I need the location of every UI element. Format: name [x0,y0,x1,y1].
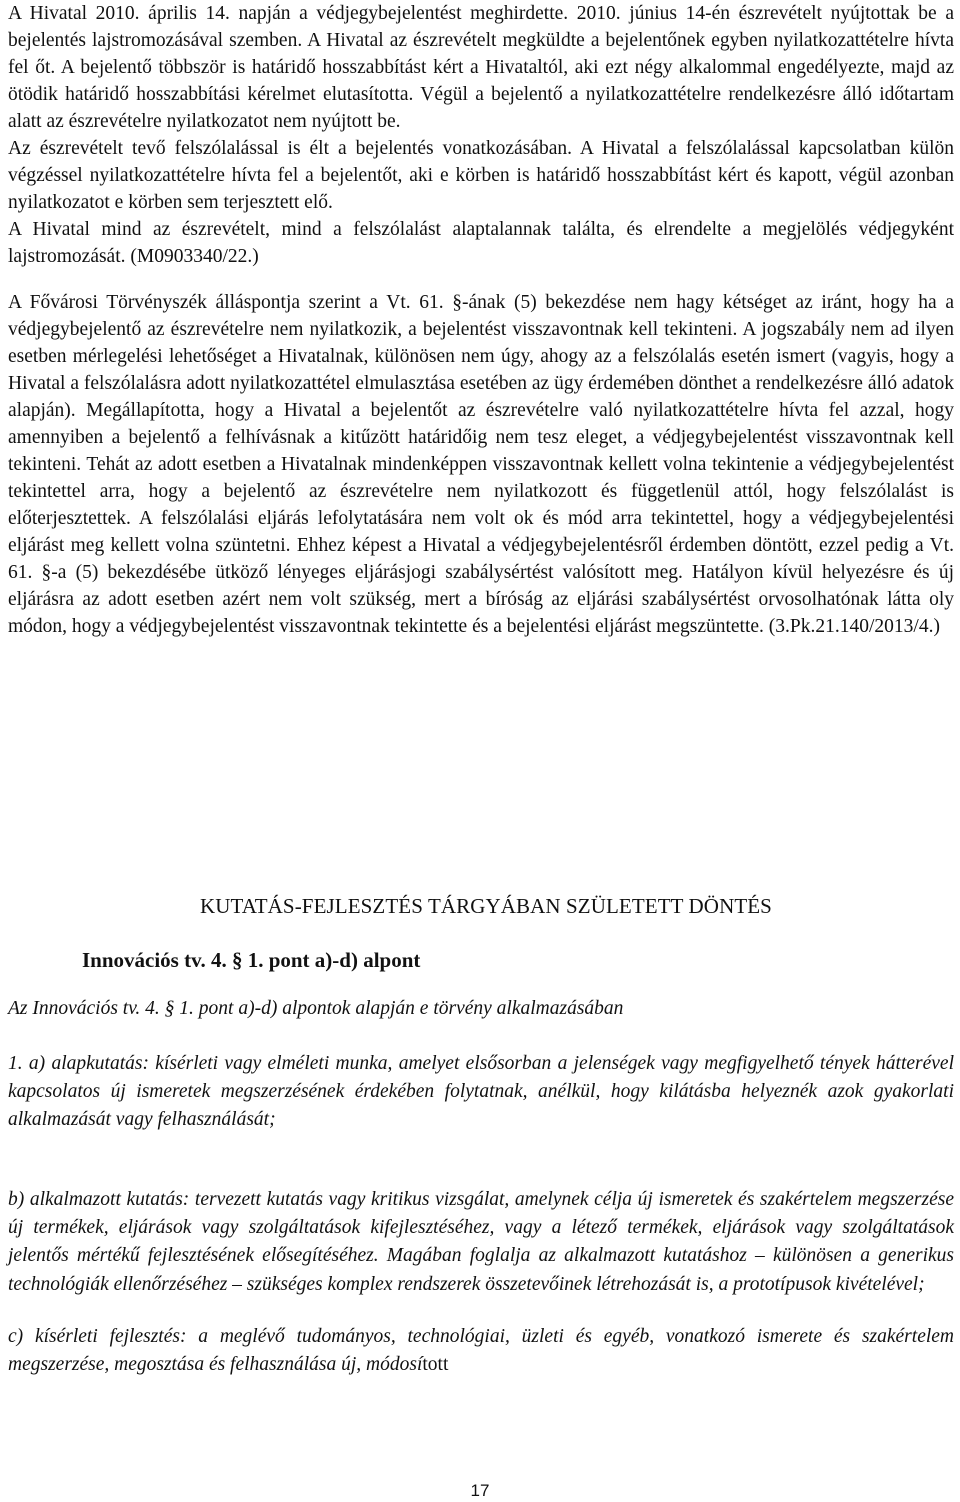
definition-b-text: b) alkalmazott kutatás: tervezett kutatás vagy kritikus vizsgálat, amelynek célja új ismeretek és szakértelem megszerzése új termékek, eljárások vagy szolgáltatások kifejlesztéséhez, vagy a létező termékek, eljárások vagy szolgáltatások jelentős mértékű fejlesztésének elősegítéséhez. Magában foglalja az alkalmazott kutatáshoz – különösen a generikus technológiák ellenőrzéséhez – szükséges komplex rendszerek összetevőinek létrehozását is, a prototípusok kivételével; [8,1189,954,1295]
paragraph-office-decision: A Hivatal mind az észrevételt, mind a felszólalást alaptalannak találta, és elrendelte a megjelölés védjegyként lajstromozását. (M0903340/22.) [8,219,954,267]
paragraph-court-position: A Fővárosi Törvényszék álláspontja szerint a Vt. 61. §-ának (5) bekezdése nem hagy kétséget az iránt, hogy ha a védjegybejelentő az észrevételre nem nyilatkozik, a bejelentést visszavontnak kell tekinteni. A jogszabály nem ad ilyen esetben mérlegelési lehetőséget a Hivatalnak, különösen nem úgy, ahogy az a felszólalás esetén ismert (vagyis, hogy a Hivatal a felszólalásra adott nyilatkozattétel elmulasztása esetében az ügy érdemében dönthet a rendelkezésre álló adatok alapján). Megállapította, hogy a Hivatal a bejelentőt az észrevételre való nyilatkozattételre hívta fel azzal, hogy amennyiben a bejelentő a felhívásnak a kitűzött határidőig nem tesz eleget, a védjegybejelentést visszavontnak kell tekinteni. Tehát az adott esetben a Hivatalnak mindenképpen visszavontnak kellett volna tekintenie a védjegybejelentést tekintettel arra, hogy a bejelentő az észrevételre nem nyilatkozott és függetlenül attól, hogy felszólalást is előterjesztettek. A felszólalási eljárás lefolytatására nem volt ok és mód arra tekintettel, hogy a védjegybejelentési eljárást meg kellett volna szüntetni. Ehhez képest a Hivatal a védjegybejelentésről érdemben döntött, ezzel pedig a Vt. 61. §-a (5) bekezdésébe ütköző lényeges eljárásjogi szabálysértést valósított meg. Hatályon kívül helyezésre és új eljárásra az adott esetben azért nem volt szükség, mert a bíróság az eljárási szabálysértést orvosolhatónak látta oly módon, hogy a védjegybejelentést visszavontnak tekintette és a bejelentési eljárást megszüntette. (3.Pk.21.140/2013/4.) [8,292,954,637]
law-intro [8,995,954,1023]
paragraph-trademark-history: A Hivatal 2010. április 14. napján a védjegybejelentést meghirdette. 2010. június 14-én észrevételt nyújtottak be a bejelentés lajstromozásával szemben. A Hivatal az észrevételt megküldte a bejelentőnek egyben nyilatkozattételre hívta fel őt. A bejelentő többször is határidő hosszabbítást kért a Hivataltól, aki ezt négy alkalommal engedélyezte, majd az ötödik határidő hosszabbítási kérelmet elutasította. Végül a bejelentő a nyilatkozattételre rendelkezésre álló időtartam alatt az észrevételre nyilatkozatot nem nyújtott be. [8,3,954,132]
definition-a-text: 1. a) alapkutatás: kísérleti vagy elméleti munka, amelyet elsősorban a jelenségek vagy megfigyelhető tények hátterével kapcsolatos új ismeretek megszerzésének érdekében folytatnak, anélkül, hogy kilátásba helyeznék azok gyakorlati alkalmazását vagy felhasználását; [8,1053,954,1131]
definition-c-tail: tott [422,1354,449,1376]
paragraph-opposition: Az észrevételt tevő felszólalással is élt a bejelentés vonatkozásában. A Hivatal a felszólalással kapcsolatban külön végzéssel nyilatkozattételre hívta fel a bejelentőt, aki e körben is határidő hosszabbítást kért és kapott, végül azonban nyilatkozatot e körben sem terjesztett elő. [8,138,954,213]
law-intro-text: Az Innovációs tv. 4. § 1. pont a)-d) alpontok alapján e törvény alkalmazásában [8,998,624,1019]
section-subtitle: Innovációs tv. 4. § 1. pont a)-d) alpont [82,948,421,972]
page-number: 17 [470,1481,490,1500]
definition-c-text: c) kísérleti fejlesztés: a meglévő tudományos, technológiai, üzleti és egyéb, vonatkozó ismerete és szakértelem megszerzése, megosztása és felhasználása új, módosí [8,1326,954,1376]
document-body [8,0,954,640]
definition-b [8,1186,954,1299]
section-title: KUTATÁS-FEJLESZTÉS TÁRGYÁBAN SZÜLETETT DÖNTÉS [200,894,772,918]
definition-a [8,1050,954,1135]
definition-c-paragraph [8,1323,954,1379]
definition-c [8,1323,954,1379]
